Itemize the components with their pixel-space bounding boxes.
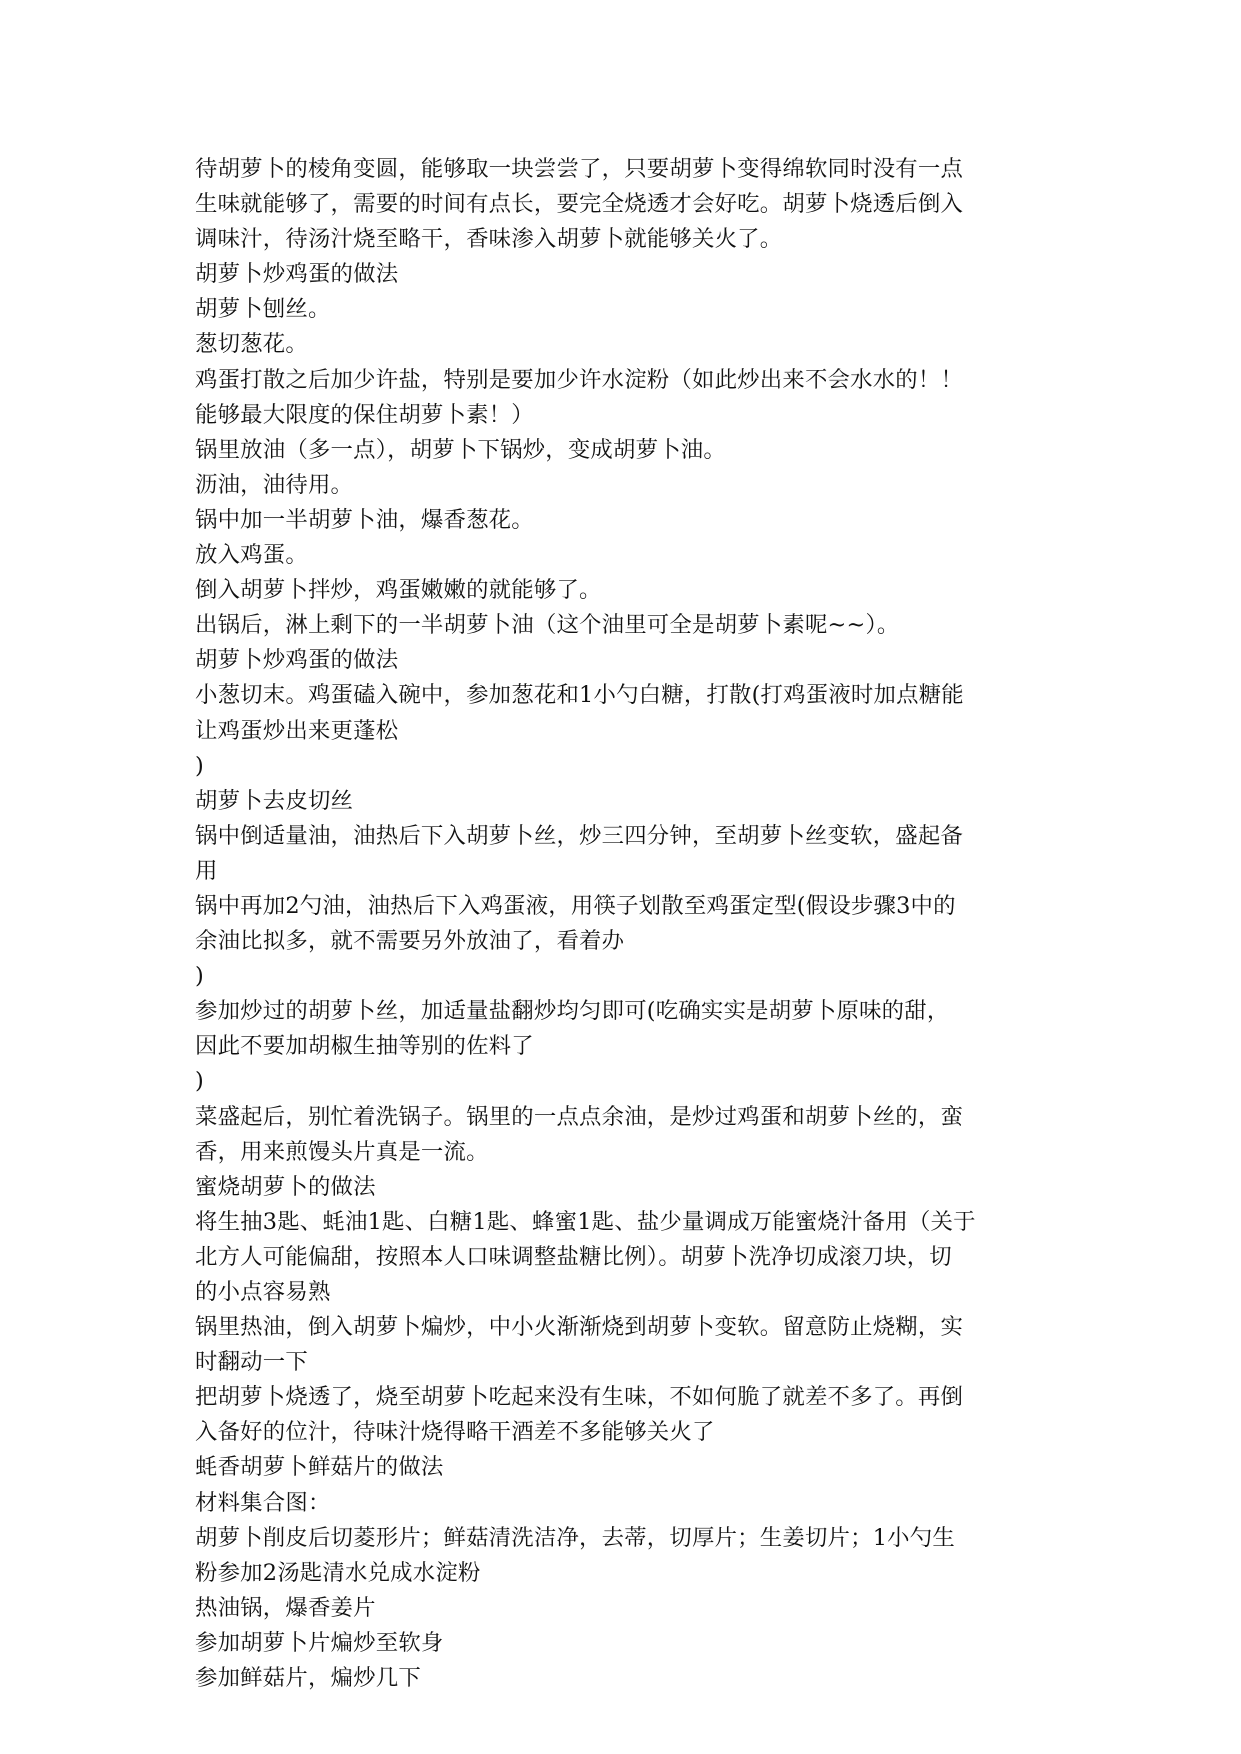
section-heading: 蚝香胡萝卜鲜菇片的做法	[195, 1454, 444, 1481]
text-line: 胡萝卜去皮切丝	[195, 787, 354, 814]
text-line: 菜盛起后，别忙着洗锅子。锅里的一点点余油，是炒过鸡蛋和胡萝卜丝的，蛮	[195, 1103, 964, 1130]
text-line: 北方人可能偏甜，按照本人口味调整盐糖比例）。胡萝卜洗净切成滚刀块，切	[195, 1243, 952, 1270]
text-line: 余油比拟多，就不需要另外放油了，看着办	[195, 928, 625, 955]
text-line: 放入鸡蛋。	[195, 542, 308, 569]
text-line: 将生抽3匙、蚝油1匙、白糖1匙、蜂蜜1匙、盐少量调成万能蜜烧汁备用（关于	[195, 1208, 976, 1235]
section-heading: 蜜烧胡萝卜的做法	[195, 1173, 376, 1200]
text-line: 粉参加2汤匙清水兑成水淀粉	[195, 1559, 481, 1586]
text-line: 小葱切末。鸡蛋磕入碗中，参加葱花和1小勺白糖，打散(打鸡蛋液时加点糖能	[195, 682, 964, 709]
text-line: 葱切葱花。	[195, 331, 308, 358]
text-line: 热油锅，爆香姜片	[195, 1594, 376, 1621]
text-line: 生味就能够了，需要的时间有点长，要完全烧透才会好吃。胡萝卜烧透后倒入	[195, 191, 964, 218]
text-line: 胡萝卜刨丝。	[195, 296, 331, 323]
text-line: 调味汁，待汤汁烧至略干，香味渗入胡萝卜就能够关火了。	[195, 226, 783, 253]
section-heading: 胡萝卜炒鸡蛋的做法	[195, 647, 399, 674]
text-line: )	[195, 963, 204, 990]
text-line: 因此不要加胡椒生抽等别的佐料了	[195, 1033, 534, 1060]
text-line: 待胡萝卜的棱角变圆，能够取一块尝尝了，只要胡萝卜变得绵软同时没有一点	[195, 156, 964, 182]
text-line: 参加鲜菇片，煸炒几下	[195, 1665, 421, 1692]
text-line: 胡萝卜削皮后切菱形片；鲜菇清洗洁净，去蒂，切厚片；生姜切片；1小勺生	[195, 1524, 955, 1551]
text-line: 沥油，油待用。	[195, 471, 354, 498]
text-line: 入备好的位汁，待味汁烧得略干酒差不多能够关火了	[195, 1419, 715, 1446]
text-line: 锅中再加2勺油，油热后下入鸡蛋液，用筷子划散至鸡蛋定型(假设步骤3中的	[195, 892, 956, 919]
text-line: 用	[195, 857, 218, 884]
text-line: 参加炒过的胡萝卜丝，加适量盐翻炒均匀即可(吃确实实是胡萝卜原味的甜，	[195, 998, 950, 1025]
text-line: 时翻动一下	[195, 1349, 308, 1376]
section-heading: 胡萝卜炒鸡蛋的做法	[195, 261, 399, 288]
text-line: 参加胡萝卜片煸炒至软身	[195, 1629, 444, 1656]
text-line: 把胡萝卜烧透了，烧至胡萝卜吃起来没有生味，不如何脆了就差不多了。再倒	[195, 1384, 964, 1411]
text-line: 材料集合图：	[195, 1489, 331, 1516]
text-line: 香，用来煎馒头片真是一流。	[195, 1138, 489, 1165]
text-line: 让鸡蛋炒出来更蓬松	[195, 717, 399, 744]
text-line: )	[195, 752, 204, 779]
text-line: 出锅后，淋上剩下的一半胡萝卜油（这个油里可全是胡萝卜素呢~~）。	[195, 612, 900, 639]
text-line: 锅中倒适量油，油热后下入胡萝卜丝，炒三四分钟，至胡萝卜丝变软，盛起备	[195, 822, 964, 849]
text-line: 鸡蛋打散之后加少许盐，特别是要加少许水淀粉（如此炒出来不会水水的！！	[195, 366, 964, 393]
text-line: 锅里放油（多一点），胡萝卜下锅炒，变成胡萝卜油。	[195, 436, 726, 463]
text-line: 倒入胡萝卜拌炒，鸡蛋嫩嫩的就能够了。	[195, 577, 602, 604]
text-line: 锅里热油，倒入胡萝卜煸炒，中小火渐渐烧到胡萝卜变软。留意防止烧糊，实	[195, 1314, 964, 1341]
text-line: 锅中加一半胡萝卜油，爆香葱花。	[195, 506, 534, 533]
document-body-text	[195, 152, 1055, 1696]
text-line: )	[195, 1068, 204, 1095]
text-line: 的小点容易熟	[195, 1279, 331, 1305]
text-line: 能够最大限度的保住胡萝卜素！）	[195, 401, 534, 428]
